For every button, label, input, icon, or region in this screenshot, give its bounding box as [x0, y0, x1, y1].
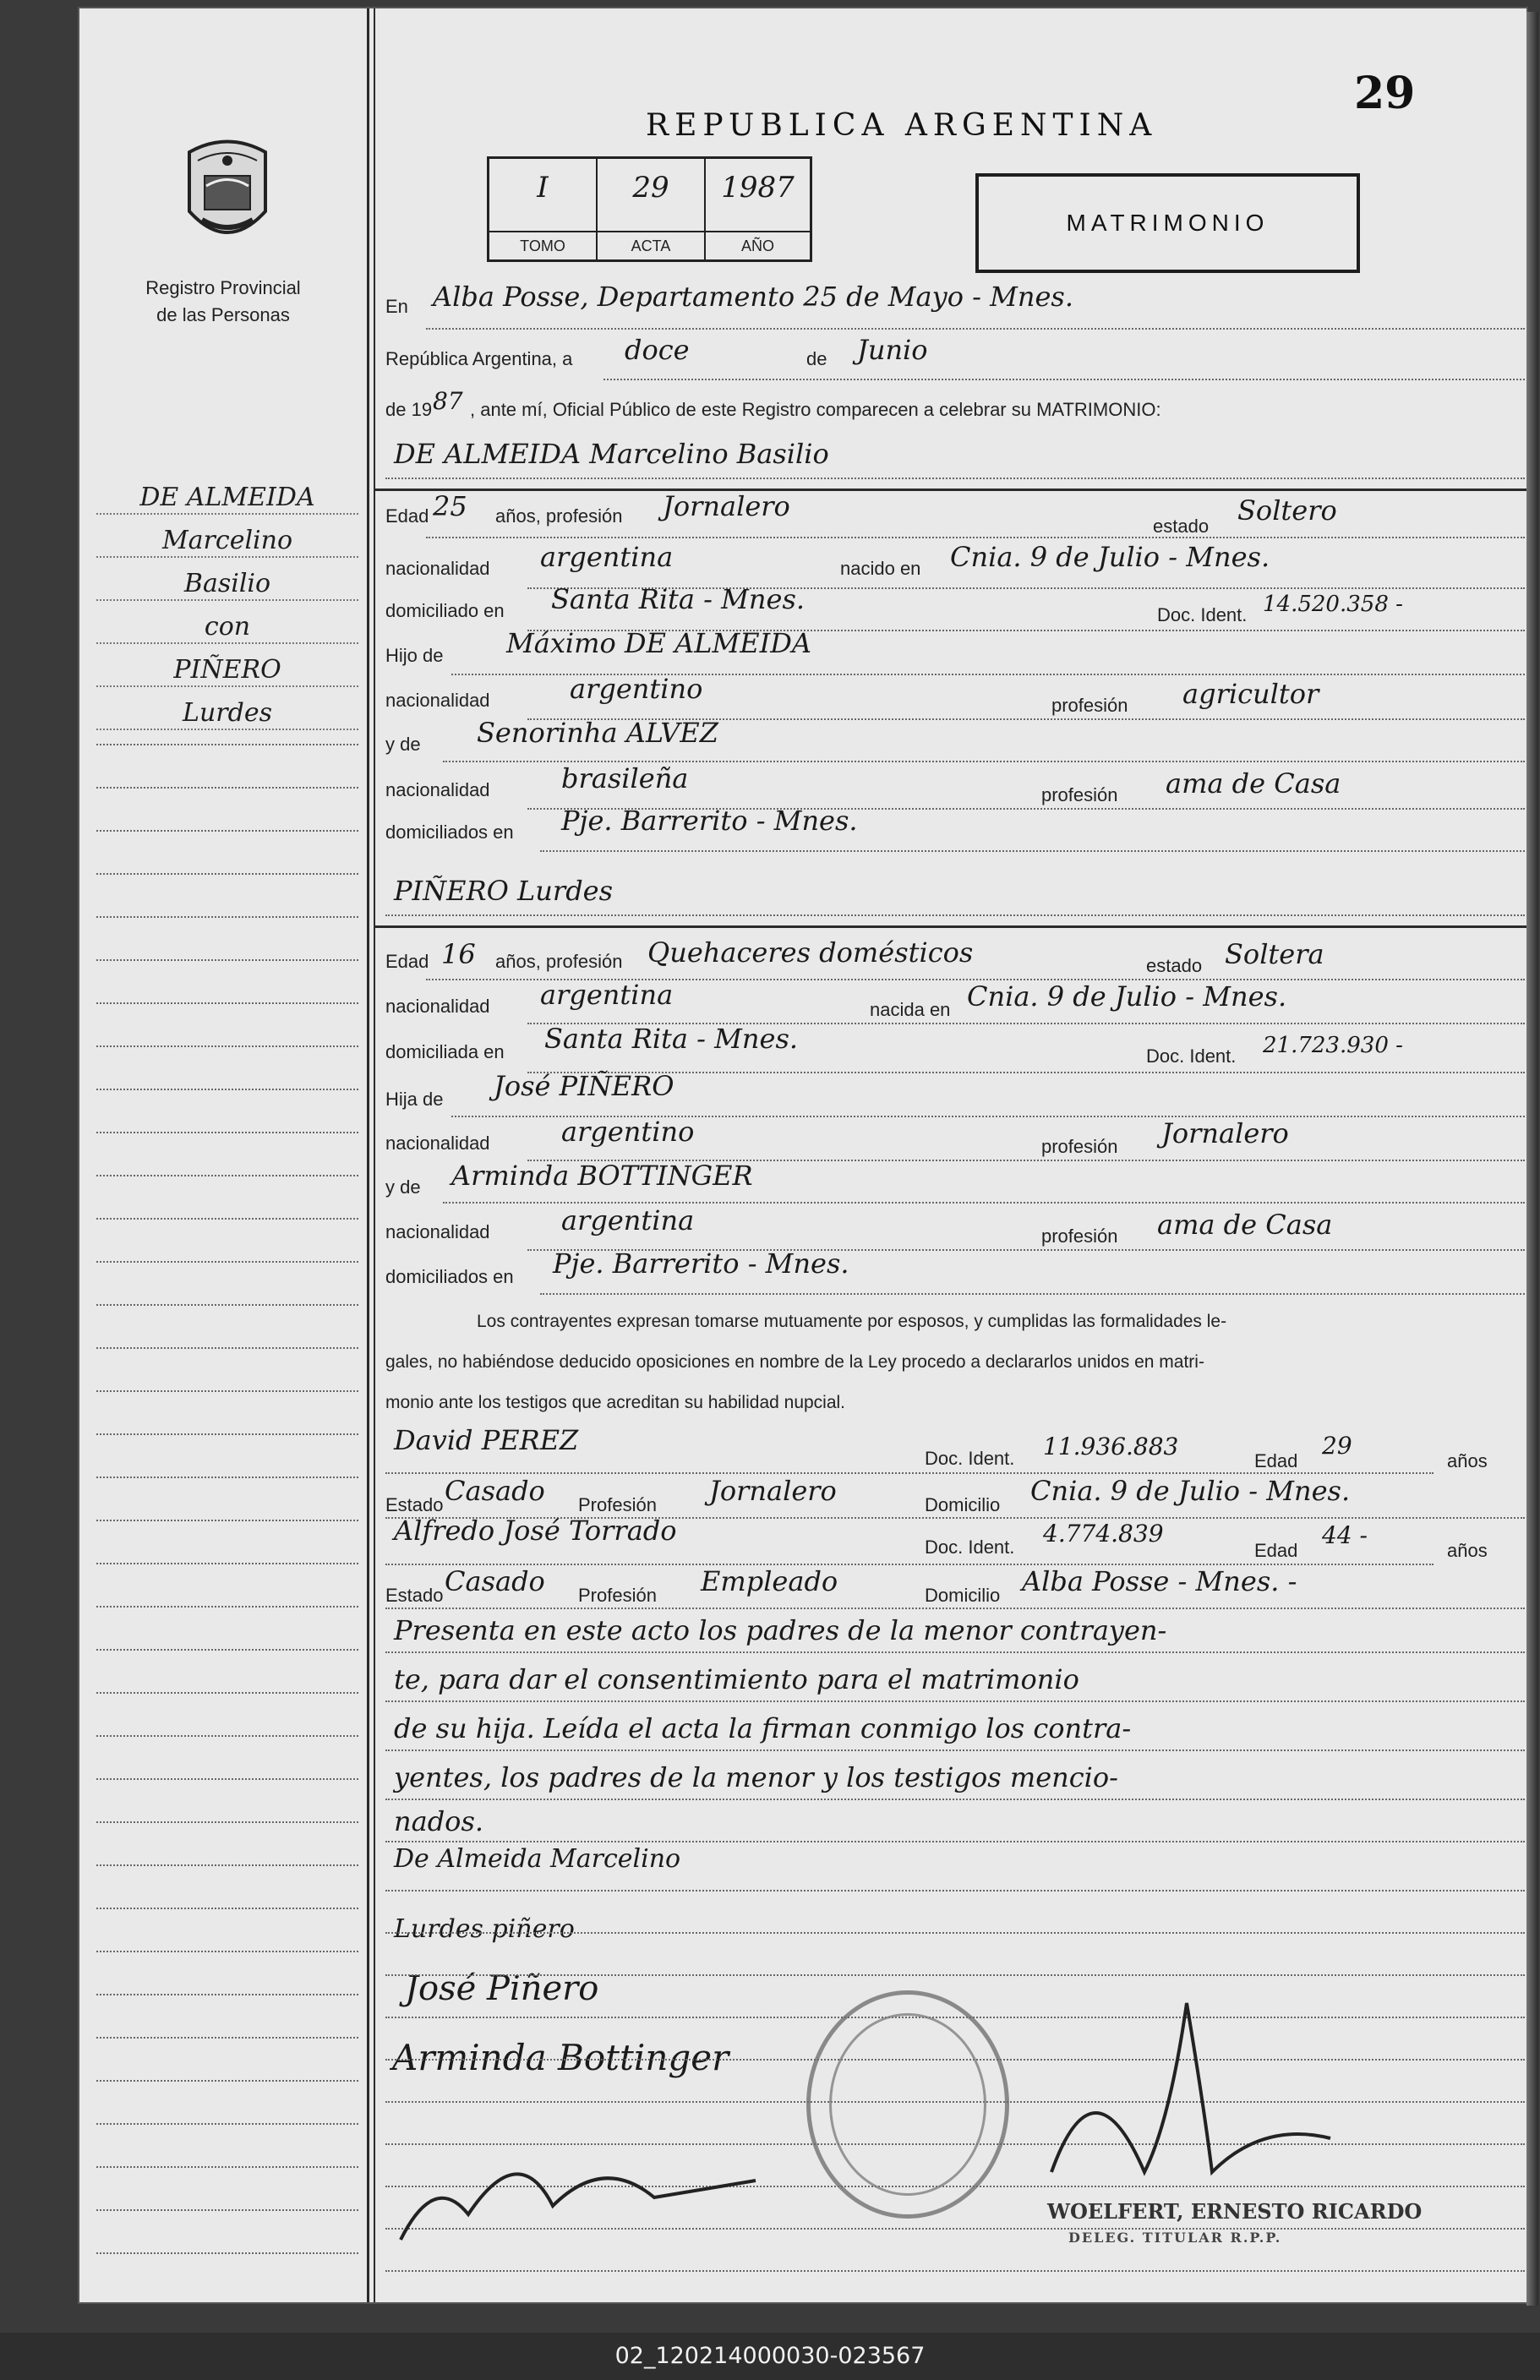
label: y de — [385, 1176, 421, 1198]
tomo-label: TOMO — [489, 231, 596, 259]
label: profesión — [1041, 1225, 1118, 1247]
record-type: MATRIMONIO — [1066, 210, 1270, 236]
label: nacionalidad — [385, 779, 490, 800]
bride-mother-nationality: argentina — [561, 1204, 695, 1236]
label: años — [1447, 1540, 1488, 1561]
groom-parents-address: Pje. Barrerito - Mnes. — [561, 805, 858, 837]
declaration-line: monio ante los testigos que acreditan su habilidad nupcial. — [385, 1393, 846, 1412]
bride-age: 16 — [441, 938, 476, 970]
label: Edad — [385, 951, 429, 972]
groom-address: Santa Rita - Mnes. — [551, 583, 805, 615]
label: Hija de — [385, 1089, 444, 1110]
acta-label: ACTA — [598, 231, 704, 259]
bride-full-name: PIÑERO Lurdes — [394, 875, 614, 907]
filename-bar — [0, 2333, 1540, 2380]
en-label: En — [385, 296, 408, 317]
day: doce — [625, 334, 690, 366]
country-title: REPUBLICA ARGENTINA — [646, 108, 1158, 143]
label: nacido en — [840, 558, 921, 579]
signature-groom: De Almeida Marcelino — [394, 1844, 681, 1874]
bride-birthplace: Cnia. 9 de Julio - Mnes. — [967, 980, 1287, 1013]
witness2-address: Alba Posse - Mnes. - — [1022, 1565, 1297, 1597]
label: nacionalidad — [385, 996, 490, 1017]
label: años, profesión — [495, 505, 623, 527]
label: Edad — [1254, 1540, 1298, 1561]
witness1-civil-status: Casado — [445, 1475, 545, 1507]
note-line: te, para dar el consentimiento para el matrimonio — [394, 1663, 1079, 1695]
witness2-age: 44 - — [1322, 1521, 1368, 1549]
acta-value: 29 — [632, 171, 669, 205]
label: Doc. Ident. — [1146, 1045, 1237, 1067]
registry-name-line1: Registro Provincial — [145, 277, 301, 298]
signature-bride-mother: Arminda Bottinger — [392, 2037, 729, 2078]
note-line: yentes, los padres de la menor y los testigos mencio- — [394, 1761, 1118, 1793]
label: domiciliados en — [385, 1266, 514, 1287]
official-role: DELEG. TITULAR R.P.P. — [1068, 2230, 1282, 2246]
groom-nationality: argentina — [540, 541, 674, 573]
groom-father: Máximo DE ALMEIDA — [506, 627, 811, 659]
witness1-age: 29 — [1322, 1432, 1352, 1460]
declaration-line: gales, no habiéndose deducido oposiciones en nombre de la Ley procedo a declararlos unidos en matri- — [385, 1352, 1204, 1372]
bride-parents-address: Pje. Barrerito - Mnes. — [553, 1247, 849, 1280]
margin-note-line: Lurdes — [96, 693, 358, 730]
year-prefix: de 19 — [385, 399, 433, 420]
groom-full-name: DE ALMEIDA Marcelino Basilio — [394, 438, 829, 470]
witness1-doc: 11.936.883 — [1043, 1433, 1179, 1460]
year-suffix: 87 — [433, 387, 463, 415]
bride-mother: Arminda BOTTINGER — [451, 1160, 753, 1192]
label: Domicilio — [925, 1494, 1001, 1515]
witness2-profession: Empleado — [701, 1565, 838, 1597]
groom-mother: Senorinha ALVEZ — [477, 717, 718, 749]
label: Doc. Ident. — [925, 1537, 1015, 1558]
bride-address: Santa Rita - Mnes. — [544, 1023, 799, 1055]
label: domiciliados en — [385, 822, 514, 843]
bride-father-profession: Jornalero — [1161, 1117, 1289, 1149]
label: Estado — [385, 1494, 444, 1515]
filename: 02_120214000030-023567 — [614, 2343, 926, 2369]
label: nacionalidad — [385, 1133, 490, 1154]
bride-father-nationality: argentino — [561, 1116, 695, 1148]
label: estado — [1153, 516, 1210, 537]
groom-doc: 14.520.358 - — [1263, 592, 1403, 617]
anio-value: 1987 — [721, 171, 795, 205]
margin-note-line: Basilio — [96, 564, 358, 601]
bride-doc: 21.723.930 - — [1263, 1033, 1403, 1058]
margin-note-line: DE ALMEIDA — [96, 478, 358, 515]
groom-profession: Jornalero — [663, 490, 790, 522]
witness1-name: David PEREZ — [394, 1424, 579, 1456]
label: nacionalidad — [385, 1221, 490, 1242]
witness1-profession: Jornalero — [709, 1475, 837, 1507]
label: Doc. Ident. — [1157, 604, 1248, 625]
bride-mother-profession: ama de Casa — [1157, 1209, 1333, 1241]
declaration-line: Los contrayentes expresan tomarse mutuamente por esposos, y cumplidas las formalidades le- — [477, 1312, 1227, 1331]
groom-birthplace: Cnia. 9 de Julio - Mnes. — [950, 541, 1270, 573]
label: años — [1447, 1450, 1488, 1471]
label: domiciliado en — [385, 600, 505, 621]
label: profesión — [1051, 695, 1128, 716]
note-line: Presenta en este acto los padres de la menor contrayen- — [394, 1614, 1167, 1646]
label: profesión — [1041, 784, 1118, 805]
signature-bride: Lurdes piñero — [394, 1914, 575, 1944]
groom-father-profession: agricultor — [1182, 678, 1319, 710]
margin-note-line: Marcelino — [96, 521, 358, 558]
intro-statement: , ante mí, Oficial Público de este Registro comparecen a celebrar su MATRIMONIO: — [470, 399, 1161, 420]
groom-mother-profession: ama de Casa — [1166, 767, 1341, 800]
page-number: 29 — [1354, 68, 1416, 119]
official-round-stamp — [806, 1990, 1009, 2219]
signature-bride-father: José Piñero — [405, 1969, 599, 2008]
groom-civil-status: Soltero — [1237, 494, 1337, 527]
label: Domicilio — [925, 1585, 1001, 1606]
anio-label: AÑO — [706, 231, 810, 259]
bride-father: José PIÑERO — [494, 1070, 674, 1102]
label: Profesión — [578, 1494, 657, 1515]
bride-civil-status: Soltera — [1225, 938, 1324, 970]
registry-name-line2: de las Personas — [156, 304, 290, 325]
label: nacionalidad — [385, 558, 490, 579]
republic-label: República Argentina, a — [385, 348, 573, 369]
label: Profesión — [578, 1585, 657, 1606]
margin-note-line: PIÑERO — [96, 650, 358, 687]
groom-age: 25 — [433, 490, 467, 522]
bride-nationality: argentina — [540, 979, 674, 1011]
label: Doc. Ident. — [925, 1448, 1015, 1469]
label: estado — [1146, 955, 1203, 976]
label: años, profesión — [495, 951, 623, 972]
witness2-doc: 4.774.839 — [1043, 1520, 1164, 1548]
month: Junio — [857, 334, 928, 366]
label: y de — [385, 734, 421, 755]
signature-strokes-icon — [79, 8, 1530, 2306]
witness2-name: Alfredo José Torrado — [394, 1515, 677, 1547]
witness1-address: Cnia. 9 de Julio - Mnes. — [1030, 1475, 1351, 1507]
label: Estado — [385, 1585, 444, 1606]
label: Edad — [385, 505, 429, 527]
label: Edad — [1254, 1450, 1298, 1471]
margin-note-line: con — [96, 607, 358, 644]
witness2-civil-status: Casado — [445, 1565, 545, 1597]
label: Hijo de — [385, 645, 444, 666]
official-name: WOELFERT, ERNESTO RICARDO — [1047, 2199, 1423, 2224]
label: nacionalidad — [385, 690, 490, 711]
groom-mother-nationality: brasileña — [561, 762, 689, 794]
groom-father-nationality: argentino — [570, 673, 703, 705]
label: domiciliada en — [385, 1041, 505, 1062]
register-page — [78, 7, 1528, 2304]
tomo-value: I — [537, 171, 549, 205]
de-label: de — [806, 348, 827, 369]
label: profesión — [1041, 1136, 1118, 1157]
place: Alba Posse, Departamento 25 de Mayo - Mnes. — [433, 281, 1074, 313]
note-line: nados. — [394, 1805, 484, 1837]
label: nacida en — [870, 999, 951, 1020]
bride-profession: Quehaceres domésticos — [647, 936, 974, 969]
note-line: de su hija. Leída el acta la firman conmigo los contra- — [394, 1712, 1132, 1744]
